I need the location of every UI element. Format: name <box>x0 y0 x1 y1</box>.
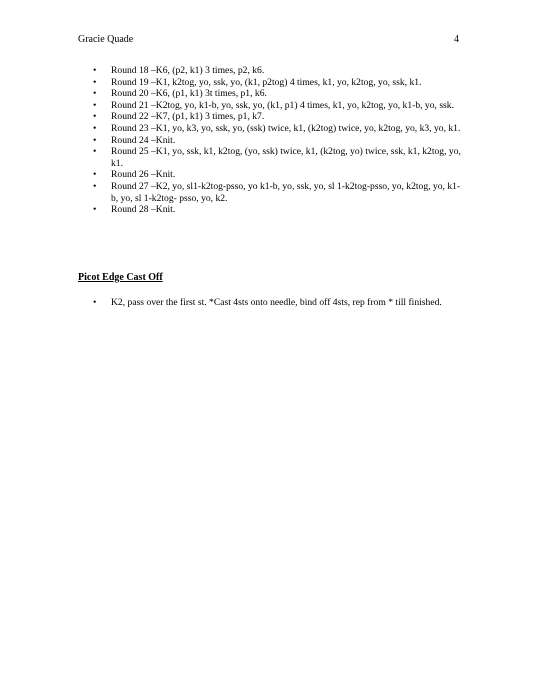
list-item-round-28: • Round 28 –Knit. <box>93 204 465 216</box>
picot-castoff-list <box>93 297 465 309</box>
page-number: 4 <box>454 34 459 45</box>
list-item-castoff: • K2, pass over the first st. *Cast 4sts onto needle, bind off 4sts, rep from * till finished. <box>93 297 465 309</box>
list-item-round-27: • Round 27 –K2, yo, sl1-k2tog-psso, yo k1-b, yo, ssk, yo, sl 1-k2tog-psso, yo, k2tog, yo, k1-b, yo, sl 1-k2tog- psso, yo, k2. <box>93 181 465 204</box>
list-item-round-19: • Round 19 –K1, k2tog, yo, ssk, yo, (k1, p2tog) 4 times, k1, yo, k2tog, yo, ssk, k1. <box>93 77 465 89</box>
list-item-round-21: • Round 21 –K2tog, yo, k1-b, yo, ssk, yo, (k1, p1) 4 times, k1, yo, k2tog, yo, k1-b, yo, ssk. <box>93 100 465 112</box>
header-author: Gracie Quade <box>78 34 134 45</box>
list-item-round-26: • Round 26 –Knit. <box>93 169 465 181</box>
list-item-round-22: • Round 22 –K7, (p1, k1) 3 times, p1, k7. <box>93 111 465 123</box>
round-instructions-list <box>93 65 465 216</box>
list-item-round-24: • Round 24 –Knit. <box>93 135 465 147</box>
list-item-round-23: • Round 23 –K1, yo, k3, yo, ssk, yo, (ssk) twice, k1, (k2tog) twice, yo, k2tog, yo, k3, yo, k1. <box>93 123 465 135</box>
section-heading-picot: Picot Edge Cast Off <box>78 272 163 283</box>
list-item-round-18: • Round 18 –K6, (p2, k1) 3 times, p2, k6. <box>93 65 465 77</box>
list-item-round-25: • Round 25 –K1, yo, ssk, k1, k2tog, (yo, ssk) twice, k1, (k2tog, yo) twice, ssk, k1, k2tog, yo, k1. <box>93 146 465 169</box>
list-item-round-20: • Round 20 –K6, (p1, k1) 3t times, p1, k6. <box>93 88 465 100</box>
